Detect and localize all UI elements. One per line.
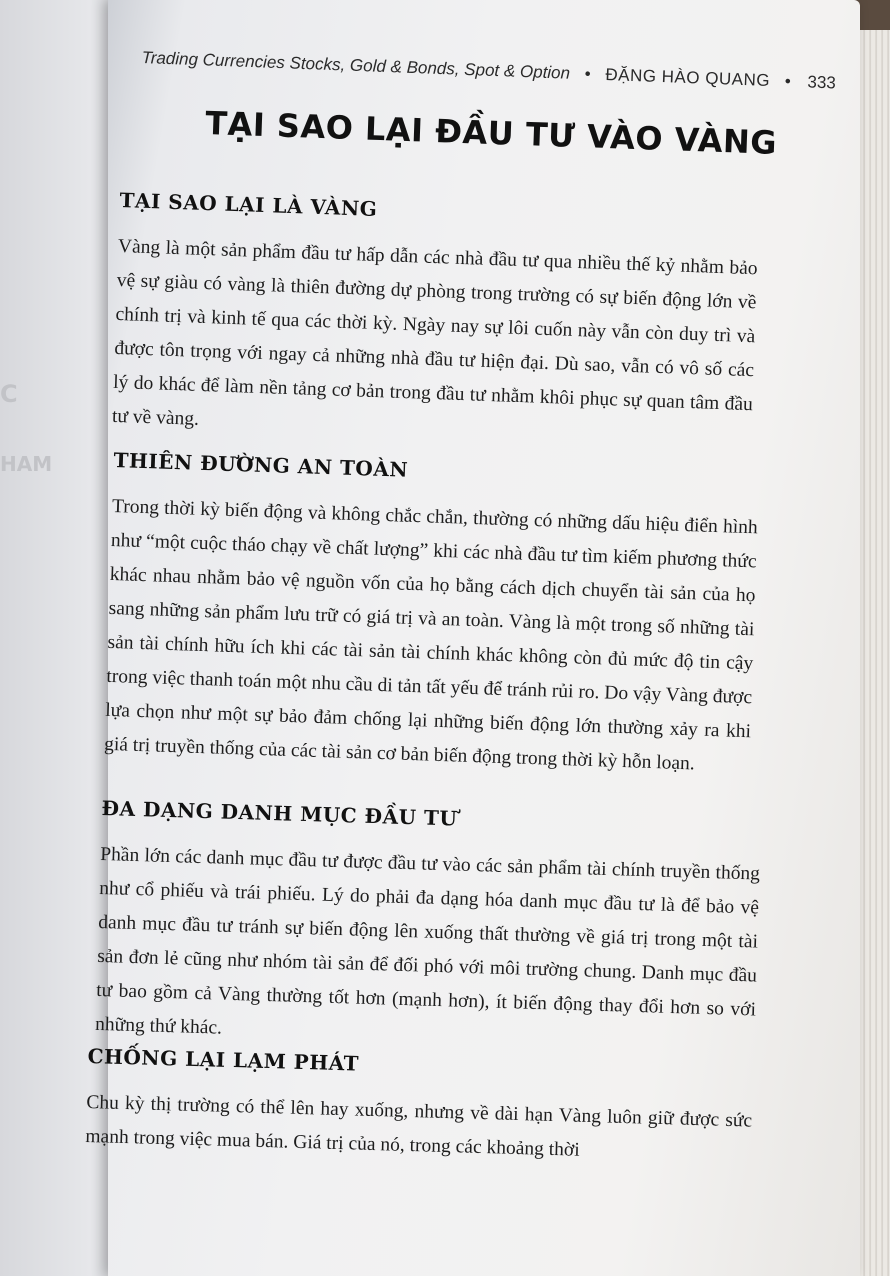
- running-header: [141, 48, 841, 94]
- header-separator-2: •: [784, 71, 792, 91]
- facing-page-ghost-letter: C: [0, 380, 18, 408]
- section-body: Trong thời kỳ biến động và không chắc chắn, thường có những dấu hiệu điển hình như “một cuộc tháo chạy về chất lượng” khi các nhà đầu tư tìm kiếm phương thức khác nhau nhằm bảo vệ nguồn vốn của họ bằng cách dịch chuyển tài sản của họ sang những sản phẩm lưu trữ có giá trị và an toàn. Vàng là một trong số những tài sản tài chính hữu ích khi các tài sản tài chính khác không còn đủ mức độ tin cậy trong việc thanh toán một nhu cầu di tản tất yếu để tránh rủi ro. Do vậy Vàng được lựa chọn như một sự bảo đảm chống lại những biến động lớn thường xảy ra khi giá trị truyền thống của các tài sản cơ bản biến động trong thời kỳ hỗn loạn.: [103, 495, 759, 775]
- section-diversification: [95, 796, 762, 1061]
- section-safe-haven: [104, 448, 760, 783]
- series-title: Trading Currencies Stocks, Gold & Bonds, Spot & Option: [141, 48, 571, 83]
- section-heading: CHỐNG LẠI LẠM PHÁT: [87, 1044, 360, 1076]
- author-name: ĐẶNG HÀO QUANG: [605, 65, 771, 91]
- section-body: Chu kỳ thị trường có thể lên hay xuống, nhưng về dài hạn Vàng luôn giữ được sức mạnh trong việc mua bán. Giá trị của nó, trong các khoảng thời: [85, 1091, 753, 1161]
- section-why-gold: [111, 188, 759, 456]
- section-heading: ĐA DẠNG DANH MỤC ĐẦU TƯ: [101, 796, 458, 831]
- page-number: 333: [807, 72, 837, 93]
- section-inflation-hedge: [85, 1044, 754, 1173]
- facing-page-ghost-word: HAM: [0, 452, 53, 476]
- chapter-title: TẠI SAO LẠI ĐẦU TƯ VÀO VÀNG: [204, 104, 778, 162]
- section-heading: TẠI SAO LẠI LÀ VÀNG: [119, 188, 378, 221]
- header-separator: •: [584, 64, 592, 84]
- book-page: [85, 0, 860, 1276]
- section-body: Phần lớn các danh mục đầu tư được đầu tư vào các sản phẩm tài chính truyền thống như cổ phiếu và trái phiếu. Lý do phải đa dạng hóa danh mục đầu tư là để bảo vệ danh mục đầu tư tránh sự biến động lên xuống thất thường về giá trị trong một tài sản đơn lẻ cũng như nhóm tài sản để đối phó với môi trường chung. Danh mục đầu tư bao gồm cả Vàng thường tốt hơn (mạnh hơn), ít biến động thay đổi hơn so với những thứ khác.: [94, 843, 761, 1039]
- section-heading: THIÊN ĐƯỜNG AN TOÀN: [113, 448, 409, 482]
- section-body: Vàng là một sản phẩm đầu tư hấp dẫn các nhà đầu tư qua nhiều thế kỷ nhằm bảo vệ sự giàu có vàng là thiên đường dự phòng trong trường có sự biến động lớn về chính trị và kinh tế qua các thời kỳ. Ngày nay sự lôi cuốn này vẫn còn duy trì và được tôn trọng với ngay cả những nhà đầu tư hiện đại. Dù sao, vẫn có vô số các lý do khác để làm nền tảng cơ bản trong đầu tư nhằm khôi phục sự quan tâm đầu tư về vàng.: [111, 235, 758, 430]
